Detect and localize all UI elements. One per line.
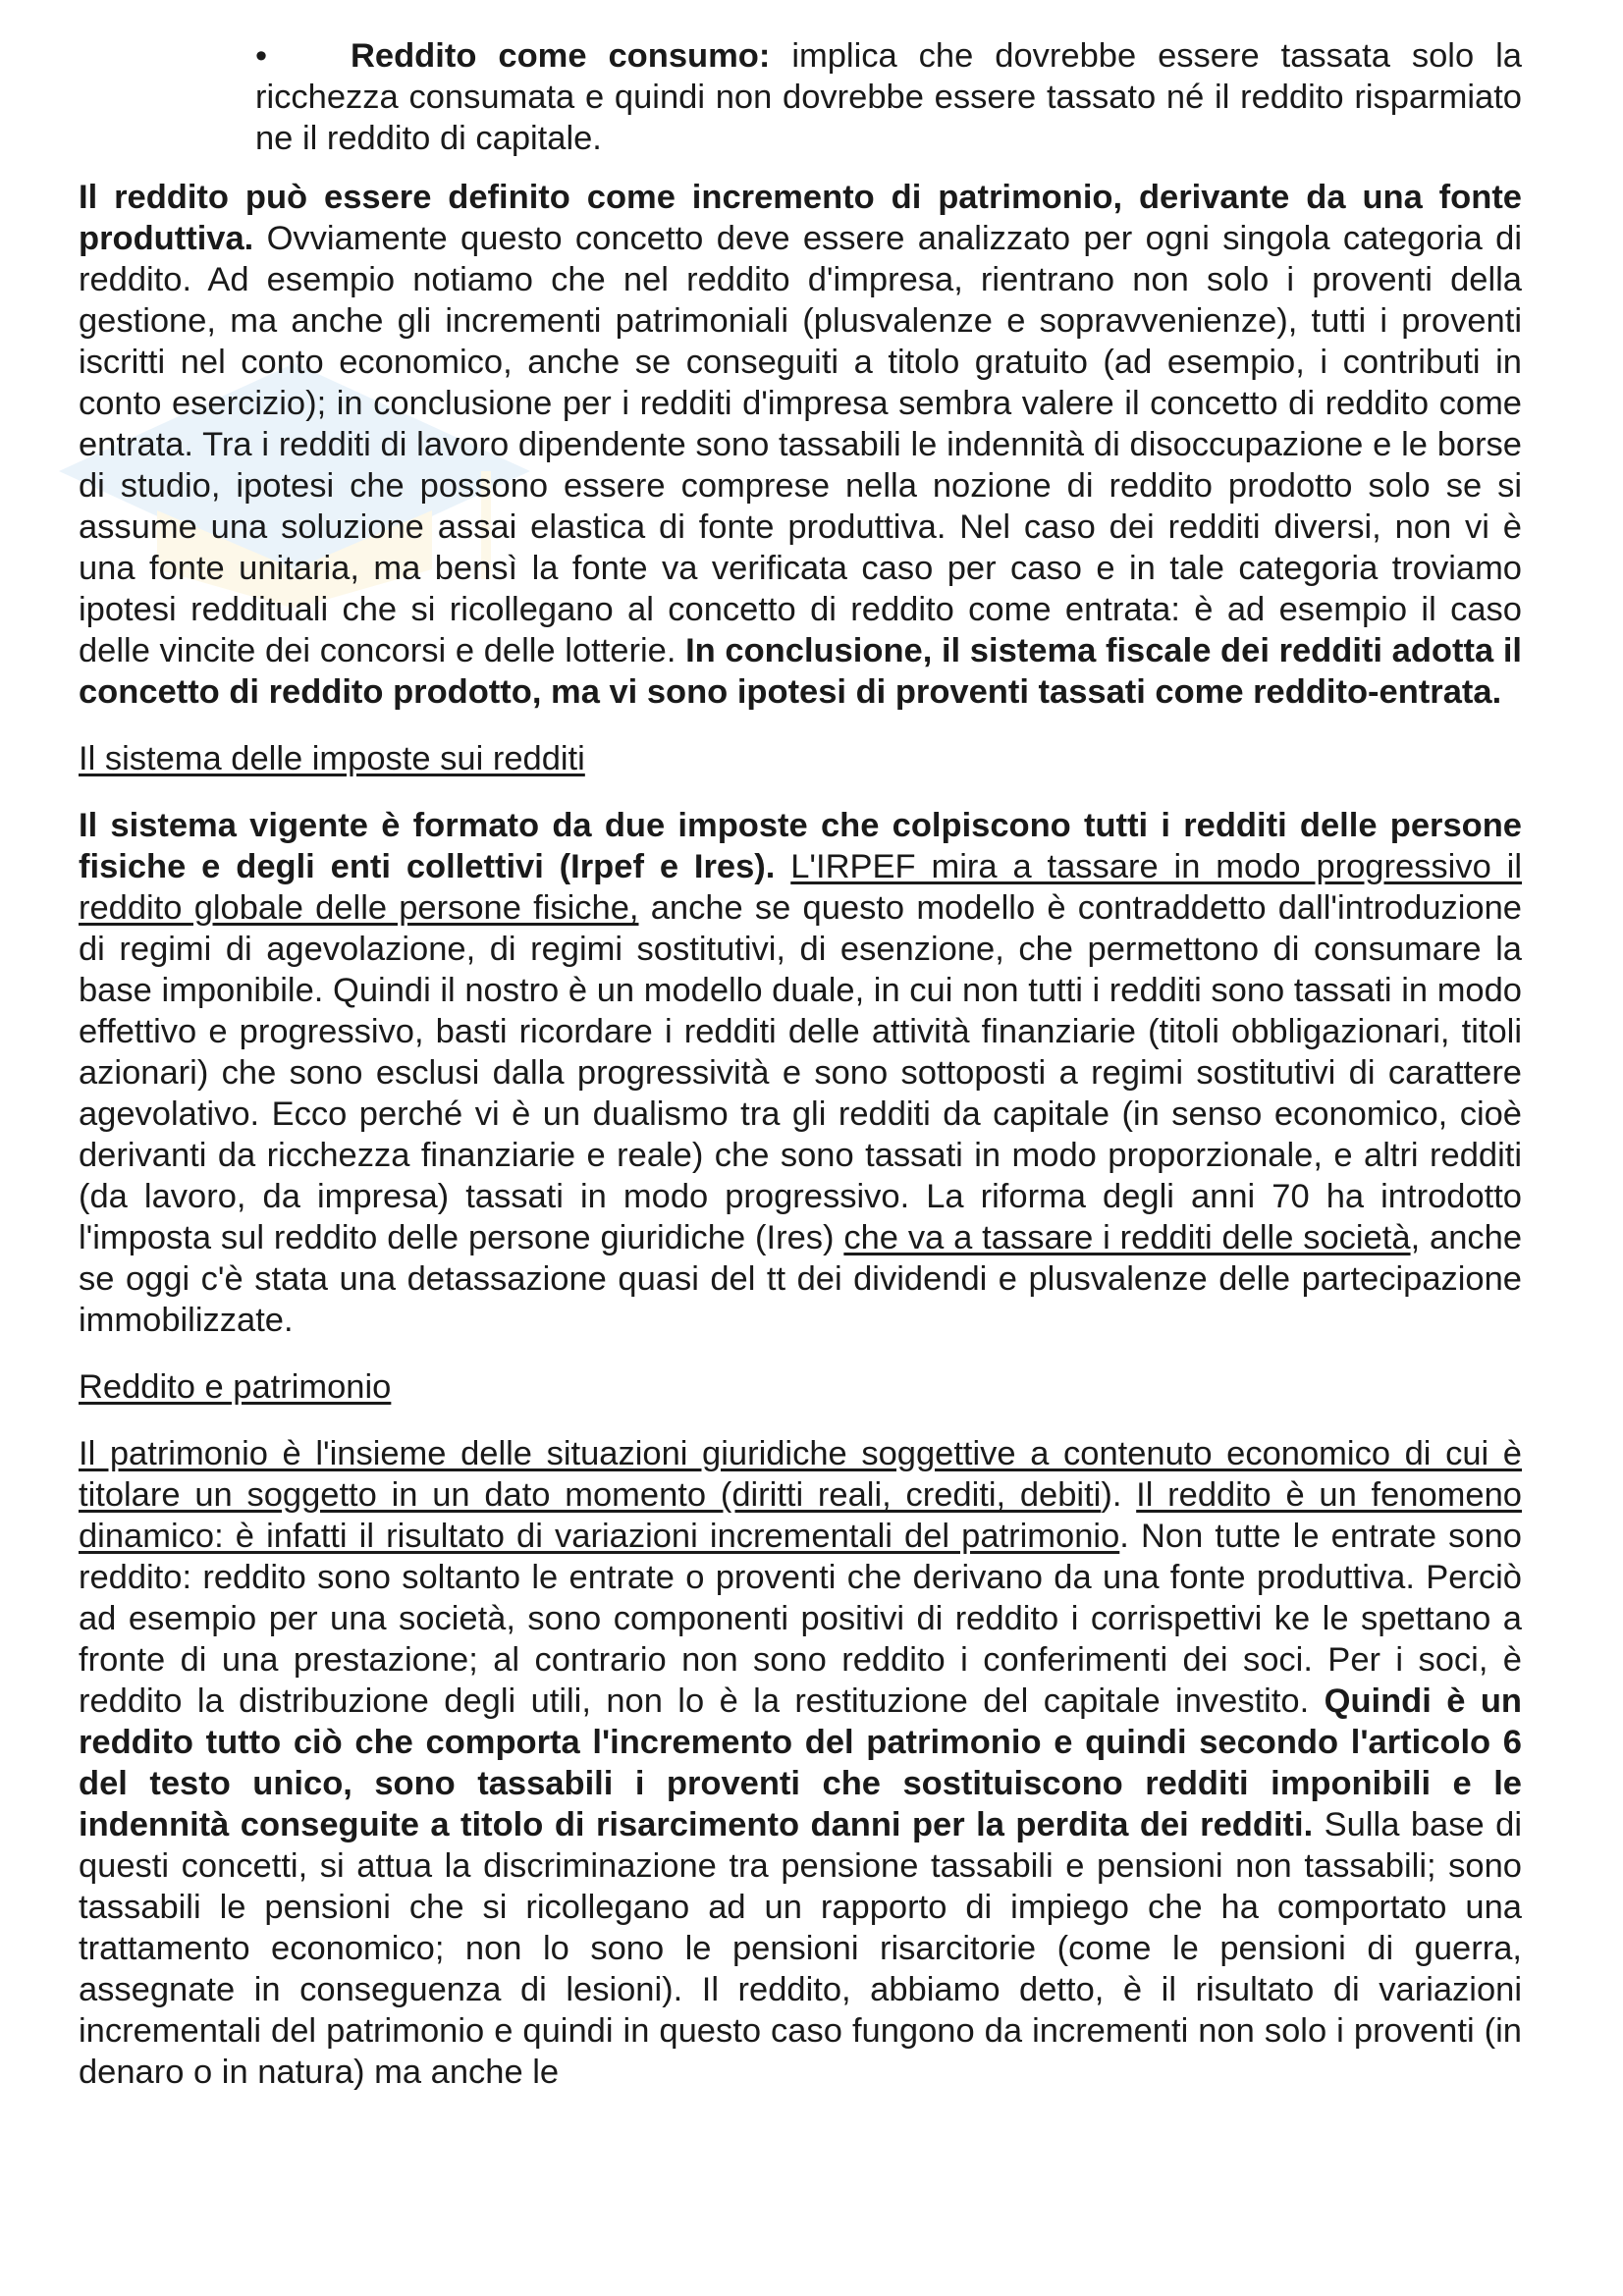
paragraph-sistema-vigente bbox=[79, 805, 1522, 1341]
paragraph-reddito-definizione bbox=[79, 177, 1522, 713]
heading-text: Il sistema delle imposte sui redditi bbox=[79, 740, 585, 777]
p3-underline-patrimonio: Il patrimonio è l'insieme delle situazioni giuridiche soggettive a contenuto economico di cui è titolare un soggetto in un dato momento (diritti reali, crediti, debiti bbox=[79, 1435, 1522, 1514]
bullet-text: implica che dovrebbe essere tassata solo la ricchezza consumata e quindi non dovrebbe essere tassato né il reddito risparmiato ne il reddito di capitale. bbox=[255, 37, 1522, 157]
section-heading-sistema-imposte bbox=[79, 738, 1522, 779]
bullet-term: Reddito come consumo: bbox=[351, 37, 771, 75]
p1-bold-tail: In conclusione, il sistema fiscale dei redditi adotta il concetto di reddito prodotto, ma vi sono ipotesi di proventi tassati come reddito-entrata. bbox=[79, 632, 1522, 711]
p3-t1: ). bbox=[1101, 1476, 1137, 1514]
p3-tail: Sulla base di questi concetti, si attua la discriminazione tra pensione tassabili e pensioni non tassabili; sono tassabili le pensioni che si ricollegano ad un rapporto di impiego che ha comportato una trattamento economico; non lo sono le pensioni risarcitorie (come le pensioni di guerra, assegnate in conseguenza di lesioni). Il reddito, abbiamo detto, è il risultato di variazioni incrementali del patrimonio e quindi in questo caso fungono da incrementi non solo i proventi (in denaro o in natura) ma anche le bbox=[79, 1806, 1522, 2091]
p2-bold-lead: Il sistema vigente è formato da due imposte che colpiscono tutti i redditi delle persone fisiche e degli enti collettivi (Irpef e Ires). bbox=[79, 807, 1522, 885]
p2-tail: , anche se oggi c'è stata una detassazione quasi del tt dei dividendi e plusvalenze delle partecipazione immobilizzate. bbox=[79, 1219, 1523, 1339]
p3-bold: Quindi è un reddito tutto ciò che comporta l'incremento del patrimonio e quindi secondo l'articolo 6 del testo unico, sono tassabili i proventi che sostituiscono redditi imponibili e le indennità conseguite a titolo di risarcimento danni per la perdita dei redditi. bbox=[79, 1682, 1522, 1843]
p2-body: anche se questo modello è contraddetto dall'introduzione di regimi di agevolazione, di regimi sostitutivi, di esenzione, che permettono di consumare la base imponibile. Quindi il nostro è un modello duale, in cui non tutti i redditi sono tassati in modo effettivo e progressivo, basti ricordare i redditi delle attività finanziarie (titoli obbligazionari, titoli azionari) che sono esclusi dalla progressività e sono sottoposti a regimi sostitutivi di carattere agevolativo. Ecco perché vi è un dualismo tra gli redditi da capitale (in senso economico, cioè derivanti da ricchezza finanziarie e reale) che sono tassati in modo proporzionale, e altri redditi (da lavoro, da impresa) tassati in modo progressivo. La riforma degli anni 70 ha introdotto l'imposta sul reddito delle persone giuridiche (Ires) bbox=[79, 889, 1522, 1256]
p2-underline-ires: che va a tassare i redditi delle società bbox=[843, 1219, 1411, 1256]
paragraph-patrimonio bbox=[79, 1433, 1522, 2093]
section-heading-reddito-patrimonio bbox=[79, 1366, 1522, 1408]
p3-underline-reddito: Il reddito è un fenomeno dinamico: è infatti il risultato di variazioni incrementali del patrimonio bbox=[79, 1476, 1522, 1555]
p2-space bbox=[775, 848, 790, 885]
p1-bold-lead: Il reddito può essere definito come incremento di patrimonio, derivante da una fonte produttiva. bbox=[79, 179, 1522, 257]
heading-text: Reddito e patrimonio bbox=[79, 1368, 392, 1406]
p3-body: . Non tutte le entrate sono reddito: reddito sono soltanto le entrate o proventi che derivano da una fonte produttiva. Perciò ad esempio per una società, sono componenti positivi di reddito i corrispettivi ke le spettano a fronte di una prestazione; al contrario non sono reddito i conferimenti dei soci. Per i soci, è reddito la distribuzione degli utili, non lo è la restituzione del capitale investito. bbox=[79, 1518, 1522, 1720]
document-page bbox=[79, 35, 1522, 2093]
p1-body: Ovviamente questo concetto deve essere analizzato per ogni singola categoria di reddito. Ad esempio notiamo che nel reddito d'impresa, rientrano non solo i proventi della gestione, ma anche gli incrementi patrimoniali (plusvalenze e sopravvenienze), tutti i proventi iscritti nel conto economico, anche se conseguiti a titolo gratuito (ad esempio, i contributi in conto esercizio); in conclusione per i redditi d'impresa sembra valere il concetto di reddito come entrata. Tra i redditi di lavoro dipendente sono tassabili le indennità di disoccupazione e le borse di studio, ipotesi che possono essere comprese nella nozione di reddito prodotto solo se si assume una soluzione assai elastica di fonte produttiva. Nel caso dei redditi diversi, non vi è una fonte unitaria, ma bensì la fonte va verificata caso per caso e in tale categoria troviamo ipotesi reddituali che si ricollegano al concetto di reddito come entrata: è ad esempio il caso delle vincite dei concorsi e delle lotterie. bbox=[79, 220, 1522, 669]
bullet-item bbox=[255, 35, 1522, 159]
p2-underline-irpef: L'IRPEF mira a tassare in modo progressivo il reddito globale delle persone fisiche, bbox=[79, 848, 1522, 927]
bullet-marker: • bbox=[255, 37, 268, 75]
